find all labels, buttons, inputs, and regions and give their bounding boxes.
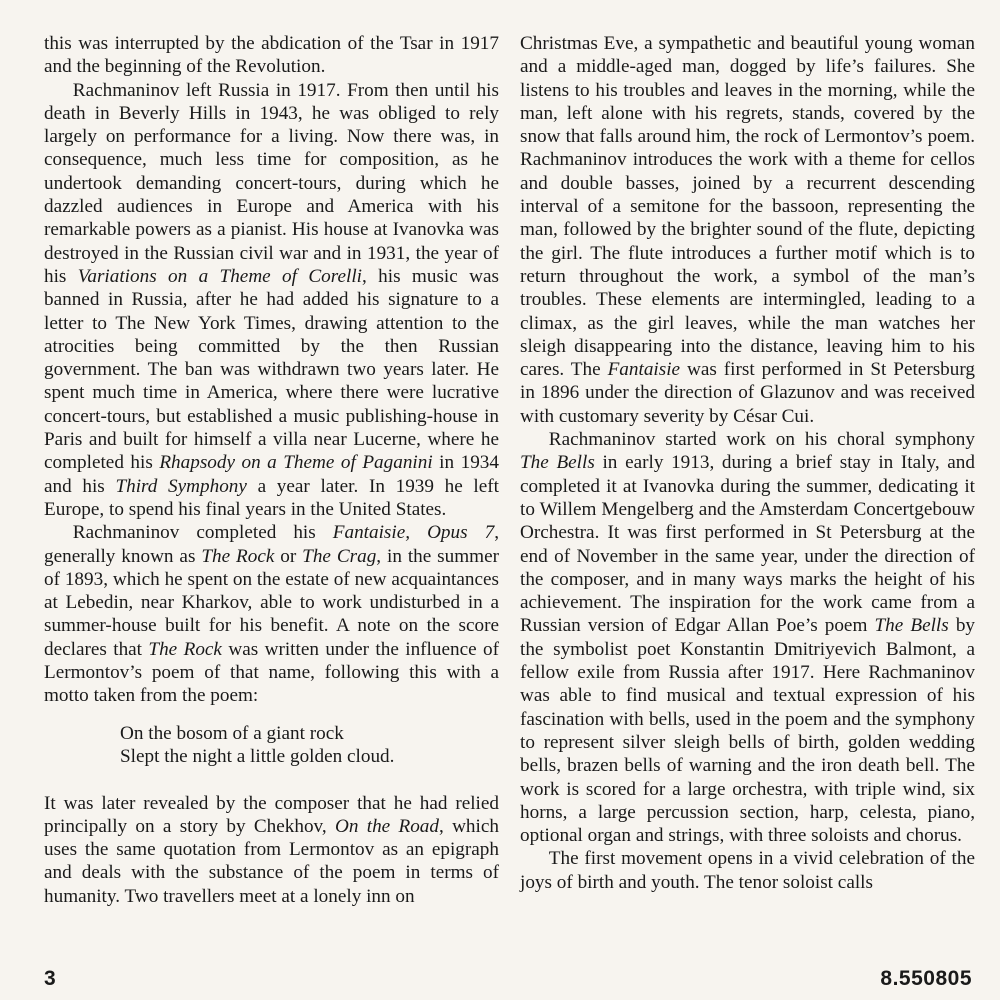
page-number: 3 (44, 967, 57, 990)
paragraph (44, 792, 499, 908)
work-title: The Rock (201, 545, 275, 567)
work-title: The Bells (520, 452, 595, 474)
text-run: this was interrupted by the abdication of the Tsar in 1917 and the beginning of the Revolution. (44, 33, 499, 78)
work-title: Fantaisie (607, 359, 681, 381)
right-column (520, 32, 975, 894)
catalogue-number: 8.550805 (880, 967, 972, 990)
paragraph (44, 521, 499, 707)
text-run: , which uses the same quotation from Lermontov as an epigraph and deals with the substance of the poem in terms of humanity. Two travellers meet at a lonely inn on (44, 815, 499, 907)
work-title: Fantaisie, Opus 7 (332, 522, 495, 544)
paragraph (520, 32, 975, 428)
text-run: , in the summer of 1893, which he spent on the estate of new acquaintances at Lebedin, near Kharkov, able to work undisturbed in a summer-house built for his benefit. A note on the score declares that (44, 545, 499, 660)
work-title: On the Road (335, 815, 439, 837)
text-run: , generally known as (44, 522, 499, 567)
text-run: Rachmaninov completed his (72, 522, 333, 544)
work-title: Third Symphony (115, 475, 247, 497)
text-run: Rachmaninov left Russia in 1917. From then until his death in Beverly Hills in 1943, he was obliged to rely largely on performance for a living. Now there was, in consequence, much less time for composition, as he undertook demanding concert-tours, during which he dazzled audiences in Europe and America with his remarkable powers as a pianist. His house at Ivanovka was destroyed in the Russian civil war and in 1931, the year of his (44, 79, 499, 287)
poem-quotation (120, 722, 499, 769)
text-run: in 1934 and his (44, 452, 499, 497)
text-run: was written under the influence of Lermontov’s poem of that name, following this with a motto taken from the poem: (44, 638, 499, 707)
text-run: The first movement opens in a vivid celebration of the joys of birth and youth. The tenor soloist calls (520, 848, 975, 893)
text-run: was first performed in St Petersburg in 1896 under the direction of Glazunov and was received with customary severity by César Cui. (520, 359, 975, 427)
work-title: Rhapsody on a Theme of Paganini (159, 452, 433, 474)
work-title: The Rock (148, 638, 222, 660)
text-run: by the symbolist poet Konstantin Dmitriyevich Balmont, a fellow exile from Russia after 1917. Here Rachmaninov was able to find musical and textual expression of his fascination with bells, used in the poem and the symphony to represent silver sleigh bells of birth, golden wedding bells, brazen bells of warning and the iron death bell. The work is scored for a large orchestra, with triple wind, six horns, a large percussion section, harp, celesta, piano, optional organ and strings, with three soloists and chorus. (520, 615, 976, 847)
text-run: It was later revealed by the composer that he had relied principally on a story by Chekhov, (44, 792, 499, 837)
text-run: , his music was banned in Russia, after he had added his signature to a letter to The New York Times, drawing attention to the atrocities being committed by the then Russian government. The ban was withdrawn two years later. He spent much time in America, where there were lucrative concert-tours, but established a music publishing-house in Paris and built for himself a villa near Lucerne, where he completed his (44, 265, 499, 474)
paragraph (520, 847, 975, 894)
text-run: or (274, 545, 303, 567)
text-run: a year later. In 1939 he left Europe, to spend his final years in the United States. (44, 475, 499, 520)
text-run: Christmas Eve, a sympathetic and beautiful young woman and a middle-aged man, dogged by life’s failures. She listens to his troubles and leaves in the morning, while the man, left alone with his regrets, stands, covered by the snow that falls around him, the rock of Lermontov’s poem. Rachmaninov introduces the work with a theme for cellos and double basses, joined by a recurrent descending interval of a semitone for the bassoon, representing the man, followed by the brighter sound of the flute, depicting the girl. The flute introduces a further motif which is to return throughout the work, a symbol of the man’s troubles. These elements are intermingled, leading to a climax, as the girl leaves, while the man watches her sleigh disappearing into the distance, leaving him to his cares. The (520, 33, 975, 381)
work-title: The Crag (302, 545, 377, 567)
paragraph (44, 79, 499, 522)
text-run: in early 1913, during a brief stay in Italy, and completed it at Ivanovka during the summer, dedicating it to Willem Mengelberg and the Amsterdam Concertgebouw Orchestra. It was first performed in St Petersburg at the end of November in the same year, under the direction of the composer, and in many ways marks the height of his achievement. The inspiration for the work came from a Russian version of Edgar Allan Poe’s poem (520, 452, 975, 637)
work-title: Variations on a Theme of Corelli (77, 265, 363, 287)
verse-line: Slept the night a little golden cloud. (120, 745, 395, 767)
paragraph (44, 32, 499, 79)
text-run: Rachmaninov started work on his choral symphony (548, 429, 975, 451)
paragraph (520, 428, 975, 847)
work-title: The Bells (874, 615, 949, 637)
left-column (44, 32, 499, 908)
verse-line: On the bosom of a giant rock (120, 722, 344, 744)
